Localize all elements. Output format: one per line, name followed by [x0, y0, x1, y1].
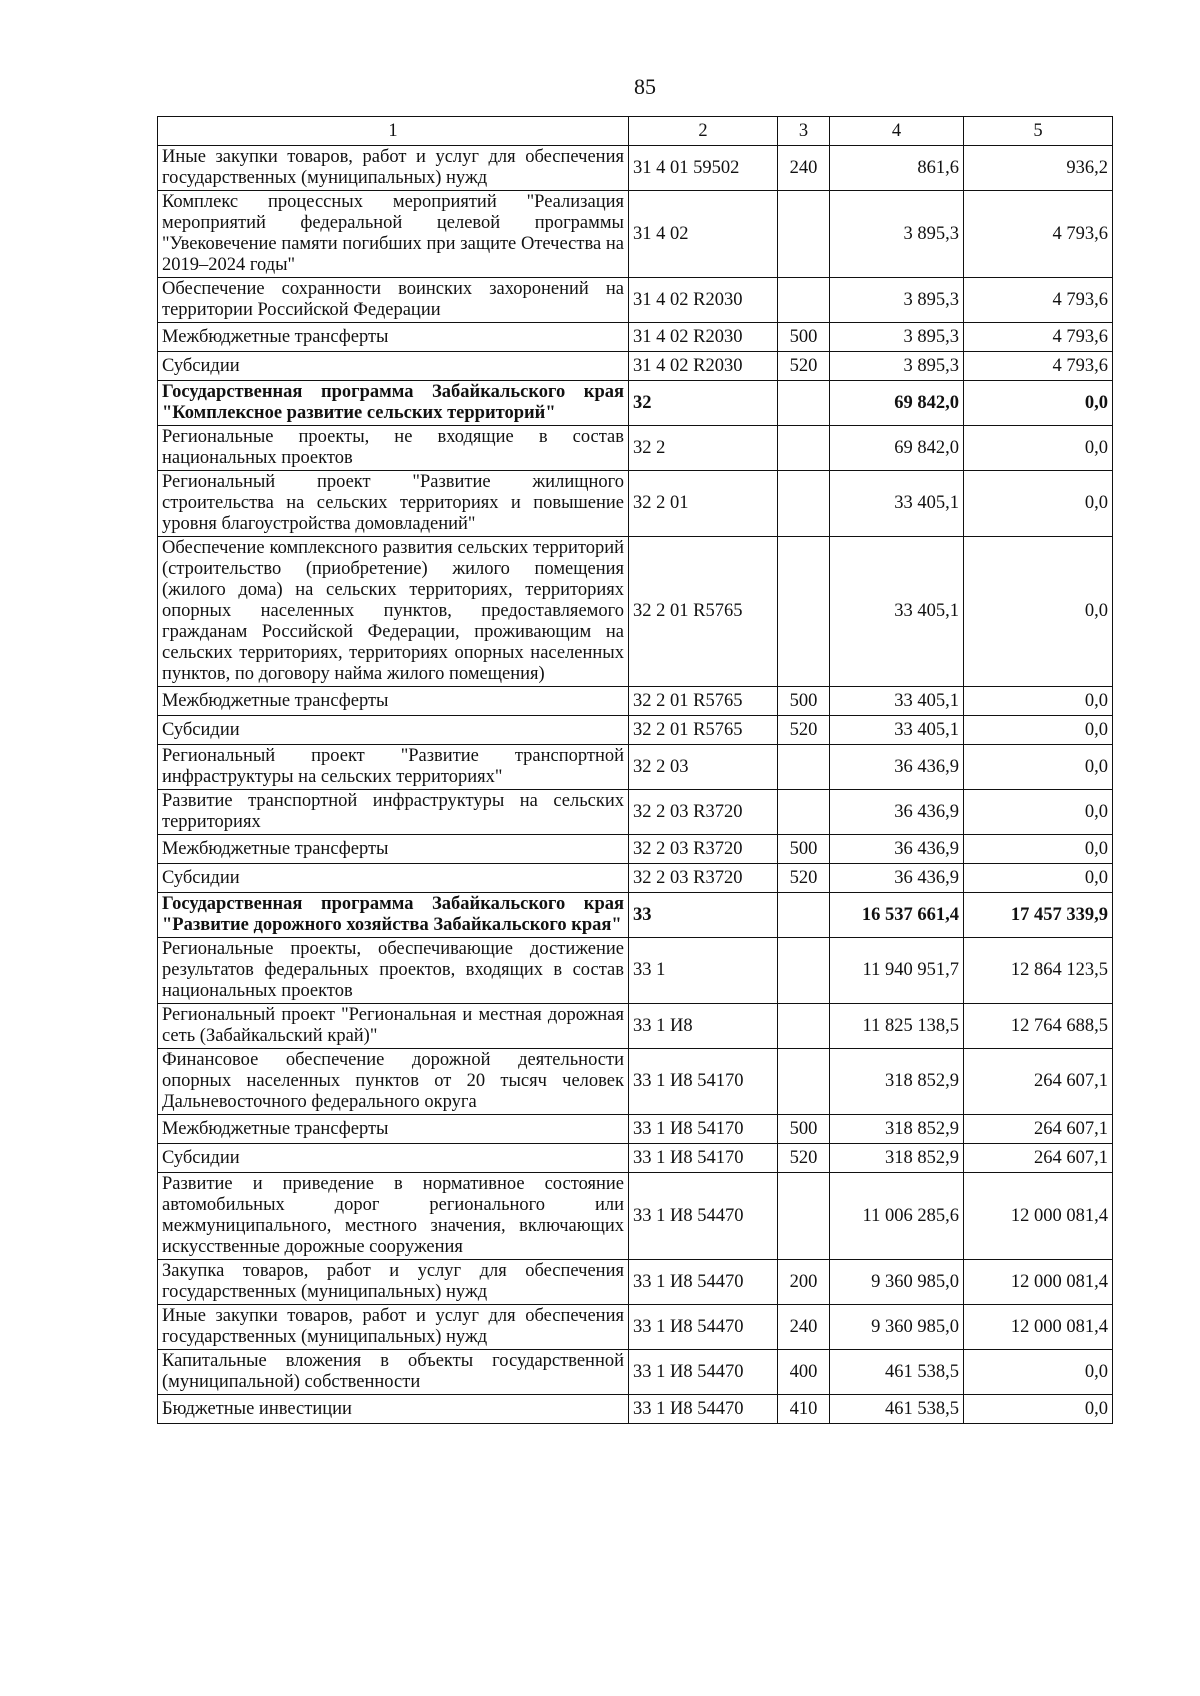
row-value-4: 33 405,1	[830, 687, 964, 716]
row-code: 31 4 02 R2030	[629, 278, 778, 323]
table-row-program	[158, 381, 1113, 426]
row-value-4: 11 825 138,5	[830, 1004, 964, 1049]
row-code: 32 2 01	[629, 471, 778, 537]
row-value-5: 0,0	[964, 687, 1113, 716]
row-type	[778, 381, 830, 426]
header-col-3: 3	[778, 117, 830, 146]
budget-table	[157, 116, 1113, 1424]
row-value-4: 318 852,9	[830, 1049, 964, 1115]
row-code: 33 1 И8 54470	[629, 1173, 778, 1260]
row-name: Закупка товаров, работ и услуг для обеспечения государственных (муниципальных) нужд	[158, 1260, 629, 1305]
row-code: 31 4 02 R2030	[629, 352, 778, 381]
row-value-5: 0,0	[964, 381, 1113, 426]
table-row	[158, 1350, 1113, 1395]
row-name: Субсидии	[158, 1144, 629, 1173]
table-header	[158, 117, 1113, 146]
row-value-5: 264 607,1	[964, 1049, 1113, 1115]
table-row	[158, 1260, 1113, 1305]
row-value-5: 936,2	[964, 146, 1113, 191]
row-type	[778, 471, 830, 537]
row-type	[778, 426, 830, 471]
row-value-5: 0,0	[964, 471, 1113, 537]
row-value-4: 33 405,1	[830, 471, 964, 537]
row-name: Иные закупки товаров, работ и услуг для обеспечения государственных (муниципальных) нужд	[158, 1305, 629, 1350]
row-name: Субсидии	[158, 352, 629, 381]
row-code: 33 1 И8 54470	[629, 1350, 778, 1395]
row-code: 32 2 01 R5765	[629, 687, 778, 716]
row-value-4: 36 436,9	[830, 835, 964, 864]
row-value-5: 17 457 339,9	[964, 893, 1113, 938]
row-type: 500	[778, 1115, 830, 1144]
header-col-5: 5	[964, 117, 1113, 146]
row-value-4: 461 538,5	[830, 1350, 964, 1395]
row-type: 520	[778, 1144, 830, 1173]
row-name: Государственная программа Забайкальского края "Развитие дорожного хозяйства Забайкальского края"	[158, 893, 629, 938]
row-code: 32 2 01 R5765	[629, 716, 778, 745]
row-type	[778, 191, 830, 278]
row-value-5: 12 000 081,4	[964, 1305, 1113, 1350]
row-value-5: 4 793,6	[964, 352, 1113, 381]
row-value-4: 16 537 661,4	[830, 893, 964, 938]
row-value-4: 11 006 285,6	[830, 1173, 964, 1260]
row-value-5: 12 000 081,4	[964, 1173, 1113, 1260]
table-row	[158, 1173, 1113, 1260]
row-code: 33 1 И8 54470	[629, 1305, 778, 1350]
row-code: 32 2 03 R3720	[629, 790, 778, 835]
row-value-4: 36 436,9	[830, 790, 964, 835]
table-row	[158, 835, 1113, 864]
row-type: 200	[778, 1260, 830, 1305]
row-value-4: 36 436,9	[830, 745, 964, 790]
row-name: Обеспечение комплексного развития сельских территорий (строительство (приобретение) жилого помещения (жилого дома) на сельских территориях, территориях опорных населенных пунктов, предоставляемого гражданам Российской Федерации, проживающим на сельских территориях, территориях опорных населенных пунктов, по договору найма жилого помещения)	[158, 537, 629, 687]
row-value-4: 3 895,3	[830, 191, 964, 278]
row-value-5: 12 864 123,5	[964, 938, 1113, 1004]
row-name: Региональный проект "Региональная и местная дорожная сеть (Забайкальский край)"	[158, 1004, 629, 1049]
row-value-5: 264 607,1	[964, 1144, 1113, 1173]
header-row	[158, 117, 1113, 146]
table-row	[158, 426, 1113, 471]
row-name: Региональные проекты, не входящие в состав национальных проектов	[158, 426, 629, 471]
table-row	[158, 278, 1113, 323]
row-value-5: 0,0	[964, 1395, 1113, 1424]
row-code: 31 4 02 R2030	[629, 323, 778, 352]
table-body	[158, 146, 1113, 1424]
table-row-program	[158, 893, 1113, 938]
row-type: 520	[778, 864, 830, 893]
row-value-5: 4 793,6	[964, 323, 1113, 352]
row-type: 520	[778, 716, 830, 745]
row-value-5: 0,0	[964, 790, 1113, 835]
row-name: Развитие и приведение в нормативное состояние автомобильных дорог регионального или межмуниципального, местного значения, включающих искусственные дорожные сооружения	[158, 1173, 629, 1260]
row-value-5: 0,0	[964, 835, 1113, 864]
row-value-4: 861,6	[830, 146, 964, 191]
row-type: 240	[778, 1305, 830, 1350]
row-type: 400	[778, 1350, 830, 1395]
row-name: Межбюджетные трансферты	[158, 835, 629, 864]
row-code: 31 4 02	[629, 191, 778, 278]
table-row	[158, 1115, 1113, 1144]
row-value-4: 69 842,0	[830, 381, 964, 426]
row-name: Субсидии	[158, 864, 629, 893]
table-row	[158, 745, 1113, 790]
row-value-4: 36 436,9	[830, 864, 964, 893]
row-code: 33 1 И8 54170	[629, 1144, 778, 1173]
row-value-5: 264 607,1	[964, 1115, 1113, 1144]
row-type: 500	[778, 835, 830, 864]
row-name: Региональный проект "Развитие жилищного строительства на сельских территориях и повышение уровня благоустройства домовладений"	[158, 471, 629, 537]
page-number: 85	[634, 74, 656, 99]
row-code: 33 1 И8 54470	[629, 1395, 778, 1424]
row-name: Межбюджетные трансферты	[158, 687, 629, 716]
table-row	[158, 938, 1113, 1004]
row-type: 410	[778, 1395, 830, 1424]
row-value-5: 12 764 688,5	[964, 1004, 1113, 1049]
row-type: 240	[778, 146, 830, 191]
row-code: 32	[629, 381, 778, 426]
table-row	[158, 1049, 1113, 1115]
row-type	[778, 1049, 830, 1115]
row-name: Бюджетные инвестиции	[158, 1395, 629, 1424]
row-name: Обеспечение сохранности воинских захоронений на территории Российской Федерации	[158, 278, 629, 323]
table-row	[158, 687, 1113, 716]
row-value-4: 9 360 985,0	[830, 1260, 964, 1305]
row-type	[778, 938, 830, 1004]
row-name: Региональные проекты, обеспечивающие достижение результатов федеральных проектов, входящих в состав национальных проектов	[158, 938, 629, 1004]
table-row	[158, 471, 1113, 537]
row-name: Региональный проект "Развитие транспортной инфраструктуры на сельских территориях"	[158, 745, 629, 790]
row-value-4: 318 852,9	[830, 1115, 964, 1144]
row-type: 500	[778, 687, 830, 716]
table-row	[158, 1395, 1113, 1424]
header-col-4: 4	[830, 117, 964, 146]
table-row	[158, 1004, 1113, 1049]
row-value-4: 461 538,5	[830, 1395, 964, 1424]
table-row	[158, 146, 1113, 191]
row-value-4: 3 895,3	[830, 352, 964, 381]
row-value-5: 12 000 081,4	[964, 1260, 1113, 1305]
row-type: 500	[778, 323, 830, 352]
row-value-5: 0,0	[964, 745, 1113, 790]
row-code: 32 2 03	[629, 745, 778, 790]
row-type	[778, 278, 830, 323]
row-value-5: 0,0	[964, 864, 1113, 893]
row-code: 32 2 03 R3720	[629, 864, 778, 893]
row-type	[778, 1173, 830, 1260]
row-value-4: 3 895,3	[830, 323, 964, 352]
row-type	[778, 537, 830, 687]
row-name: Межбюджетные трансферты	[158, 1115, 629, 1144]
row-type	[778, 893, 830, 938]
table-row	[158, 323, 1113, 352]
table-row	[158, 352, 1113, 381]
table-row	[158, 864, 1113, 893]
row-value-4: 3 895,3	[830, 278, 964, 323]
header-col-2: 2	[629, 117, 778, 146]
table-row	[158, 1305, 1113, 1350]
row-name: Иные закупки товаров, работ и услуг для обеспечения государственных (муниципальных) нужд	[158, 146, 629, 191]
row-value-5: 0,0	[964, 537, 1113, 687]
row-name: Межбюджетные трансферты	[158, 323, 629, 352]
row-value-4: 9 360 985,0	[830, 1305, 964, 1350]
row-value-5: 0,0	[964, 716, 1113, 745]
row-code: 32 2 03 R3720	[629, 835, 778, 864]
table-row	[158, 716, 1113, 745]
row-name: Капитальные вложения в объекты государственной (муниципальной) собственности	[158, 1350, 629, 1395]
row-value-5: 4 793,6	[964, 191, 1113, 278]
row-name: Комплекс процессных мероприятий "Реализация мероприятий федеральной целевой программы "Увековечение памяти погибших при защите Отечества на 2019–2024 годы"	[158, 191, 629, 278]
row-value-4: 69 842,0	[830, 426, 964, 471]
row-value-4: 318 852,9	[830, 1144, 964, 1173]
row-type	[778, 1004, 830, 1049]
row-type	[778, 790, 830, 835]
row-code: 32 2	[629, 426, 778, 471]
row-value-4: 33 405,1	[830, 537, 964, 687]
row-code: 32 2 01 R5765	[629, 537, 778, 687]
row-value-4: 11 940 951,7	[830, 938, 964, 1004]
row-value-5: 0,0	[964, 1350, 1113, 1395]
row-code: 33 1	[629, 938, 778, 1004]
table-row	[158, 790, 1113, 835]
row-code: 33 1 И8 54470	[629, 1260, 778, 1305]
row-type	[778, 745, 830, 790]
row-code: 33	[629, 893, 778, 938]
row-code: 33 1 И8 54170	[629, 1115, 778, 1144]
row-value-5: 0,0	[964, 426, 1113, 471]
row-name: Государственная программа Забайкальского края "Комплексное развитие сельских территорий"	[158, 381, 629, 426]
row-code: 33 1 И8	[629, 1004, 778, 1049]
table-row	[158, 537, 1113, 687]
row-code: 31 4 01 59502	[629, 146, 778, 191]
row-value-4: 33 405,1	[830, 716, 964, 745]
row-type: 520	[778, 352, 830, 381]
header-col-1: 1	[158, 117, 629, 146]
row-code: 33 1 И8 54170	[629, 1049, 778, 1115]
row-value-5: 4 793,6	[964, 278, 1113, 323]
row-name: Развитие транспортной инфраструктуры на сельских территориях	[158, 790, 629, 835]
row-name: Финансовое обеспечение дорожной деятельности опорных населенных пунктов от 20 тысяч человек Дальневосточного федерального округа	[158, 1049, 629, 1115]
table-row	[158, 191, 1113, 278]
table-row	[158, 1144, 1113, 1173]
row-name: Субсидии	[158, 716, 629, 745]
